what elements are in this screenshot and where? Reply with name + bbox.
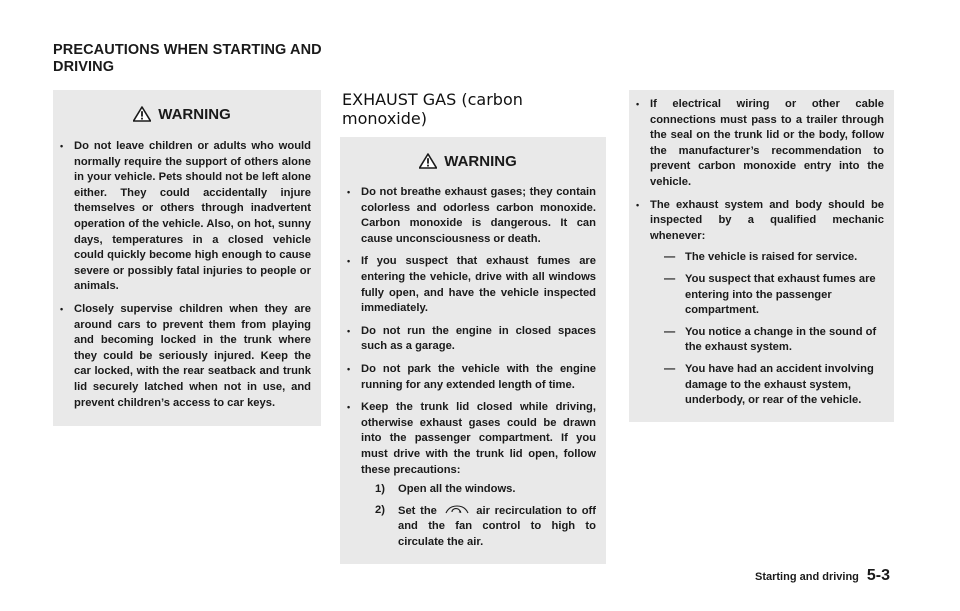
section-title-line: PRECAUTIONS WHEN STARTING AND — [53, 42, 322, 58]
dash-item — [650, 250, 884, 266]
step-text: Open all the windows. — [398, 483, 516, 496]
warning-header — [53, 90, 311, 134]
list-item: • Do not park the vehicle with the engine running for any extended length of time. — [340, 362, 596, 393]
step-text-pre: Set the — [398, 504, 437, 517]
dash-text: You have had an accident involving damage to the exhaust system, underbody, or rear of the vehicle. — [685, 362, 874, 407]
page-footer — [755, 567, 890, 585]
step-item — [361, 482, 596, 498]
dash-item — [650, 362, 884, 409]
list-item-text: The exhaust system and body should be inspected by a qualified mechanic whenever: — [650, 198, 884, 242]
dash-item — [650, 272, 884, 319]
dash-text: You suspect that exhaust fumes are entering into the passenger compartment. — [685, 272, 876, 317]
precaution-steps — [361, 482, 596, 550]
trailer-exhaust-box — [629, 90, 894, 422]
step-number: 1) — [375, 483, 385, 496]
dash-text: You notice a change in the sound of the exhaust system. — [685, 325, 877, 354]
warning-label: WARNING — [158, 105, 231, 123]
exhaust-column — [340, 90, 606, 564]
warning-box-children — [53, 90, 321, 426]
list-item: • Do not run the engine in closed spaces such as a garage. — [340, 324, 596, 355]
air-recirculation-icon — [444, 503, 470, 515]
list-item: • If electrical wiring or other cable connections must pass to a trailer through the seal on the trunk lid or the body, follow the manufacturer’s recommendation to prevent carbon monoxide entry into the vehicle. — [629, 97, 884, 191]
step-item — [361, 503, 596, 551]
list-item — [629, 198, 884, 409]
warning-box-exhaust — [340, 137, 606, 564]
exhaust-heading: EXHAUST GAS (carbon monoxide) — [342, 90, 523, 128]
list-item: • If you suspect that exhaust fumes are entering the vehicle, drive with all windows fully open, and have the vehicle inspected immediately. — [340, 254, 596, 316]
warning-header — [340, 137, 596, 181]
warning-triangle-icon — [133, 106, 151, 122]
dash-item — [650, 325, 884, 356]
dash-text: The vehicle is raised for service. — [685, 251, 858, 264]
section-title-line: DRIVING — [53, 59, 115, 75]
warning-label: WARNING — [444, 152, 517, 170]
list-item-text: Keep the trunk lid closed while driving, otherwise exhaust gases could be drawn into the passenger compartment. If you must drive with the trunk lid open, follow these precautions: — [361, 401, 596, 476]
step-number: 2) — [375, 503, 385, 516]
list-item — [340, 400, 596, 550]
page-number: 5-3 — [866, 567, 891, 584]
dash-mark: — — [664, 325, 676, 338]
list-item: • Do not breathe exhaust gases; they contain colorless and odorless carbon monoxide. Carbon monoxide is dangerous. It can cause unconsciousness or death. — [340, 185, 596, 247]
step-text-post: air recirculation to off and the fan control to high to circulate the air. — [398, 504, 596, 548]
dash-mark: — — [664, 272, 676, 285]
section-title — [53, 42, 322, 76]
warning-triangle-icon — [419, 153, 437, 169]
footer-section-name: Starting and driving — [755, 571, 859, 583]
inspection-conditions — [650, 250, 884, 408]
dash-mark: — — [664, 251, 676, 264]
list-item: • Closely supervise children when they are around cars to prevent them from playing and becoming locked in the trunk where they could be seriously injured. Keep the car locked, with the rear seatback and trunk lid securely latched when not in use, and prevent children’s access to car keys. — [53, 302, 311, 411]
dash-mark: — — [664, 362, 676, 375]
list-item: • Do not leave children or adults who would normally require the support of others alone in your vehicle. Pets should not be left alone either. They could accidentally injure themselves or others through inadvertent operation of the vehicle. Also, on hot, sunny days, temperatures in a closed vehicle could quickly become high enough to cause severe or possibly fatal injuries to people or animals. — [53, 139, 311, 295]
